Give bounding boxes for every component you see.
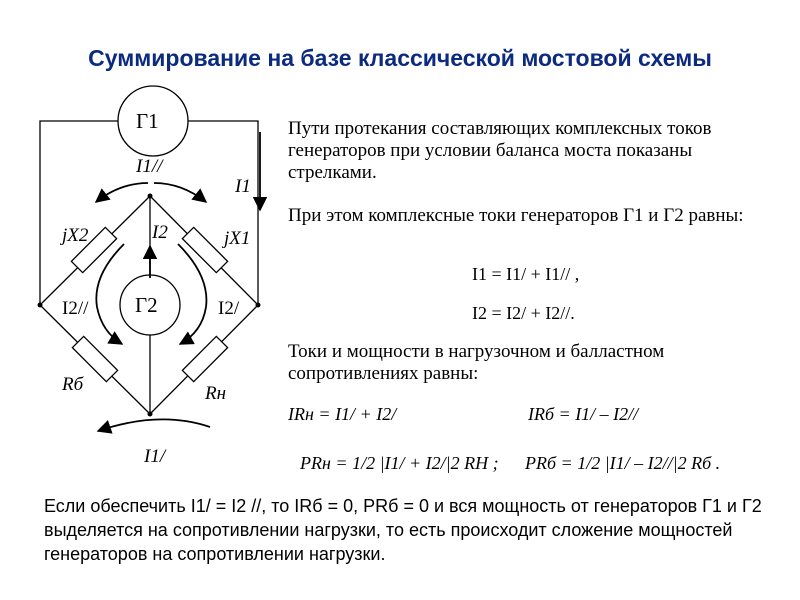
label-i2p: I2/ [218, 298, 240, 319]
node-left [38, 303, 43, 308]
paragraph-powers: Токи и мощности в нагрузочном и балластном сопротивлениях равны: [288, 341, 665, 384]
equation-irn: IRн = I1/ + I2/ [288, 404, 397, 424]
equation-prb: PRб = 1/2 |I1/ – I2//|2 Rб . [525, 453, 721, 473]
label-jx1: jX1 [224, 228, 251, 249]
label-i2: I2 [152, 222, 168, 243]
label-rn: Rн [205, 383, 227, 404]
arrow-i1p [98, 419, 210, 431]
equation-irb: IRб = I1/ – I2// [528, 404, 639, 424]
label-i1pp: I1// [136, 156, 163, 177]
paragraph-paths: Пути протекания составляющих комплексных токов генераторов при условии баланса моста показаны стрелками. [288, 118, 712, 183]
page-title: Суммирование на базе классической мостовой схемы [88, 45, 712, 71]
node-bottom [148, 412, 153, 417]
paragraph-conclusion: Если обеспечить I1/ = I2 //, то IRб = 0, PRб = 0 и вся мощность от генераторов Г1 и Г2 выделяется на сопротивлении нагрузки, то есть происходит сложение мощностей генераторов на сопротивлении нагрузки. [44, 496, 762, 564]
label-rb: Rб [62, 374, 84, 395]
equation-prn: PRн = 1/2 |I1/ + I2/|2 RН ; [300, 453, 499, 473]
equation-i1: I1 = I1/ + I1// , [472, 264, 580, 284]
outer-wire-right [188, 121, 258, 305]
resistor-jx1 [182, 227, 227, 272]
label-i1p: I1/ [144, 446, 166, 467]
arrow-i1pp-left [96, 183, 148, 202]
equation-i2: I2 = I2/ + I2//. [472, 303, 575, 323]
paragraph-currents: При этом комплексные токи генераторов Г1 и Г2 равны: [288, 205, 744, 226]
node-right [256, 303, 261, 308]
arrow-i2pp [96, 244, 124, 344]
label-jx2: jX2 [62, 225, 89, 246]
node-top [148, 194, 153, 199]
label-g1: Г1 [136, 109, 159, 133]
outer-wire-left [40, 121, 118, 305]
label-i1: I1 [235, 176, 251, 197]
label-i2pp: I2// [62, 298, 89, 319]
resistor-rn [182, 336, 227, 381]
arrow-i1pp-right [154, 183, 206, 202]
label-g2: Г2 [135, 293, 158, 317]
